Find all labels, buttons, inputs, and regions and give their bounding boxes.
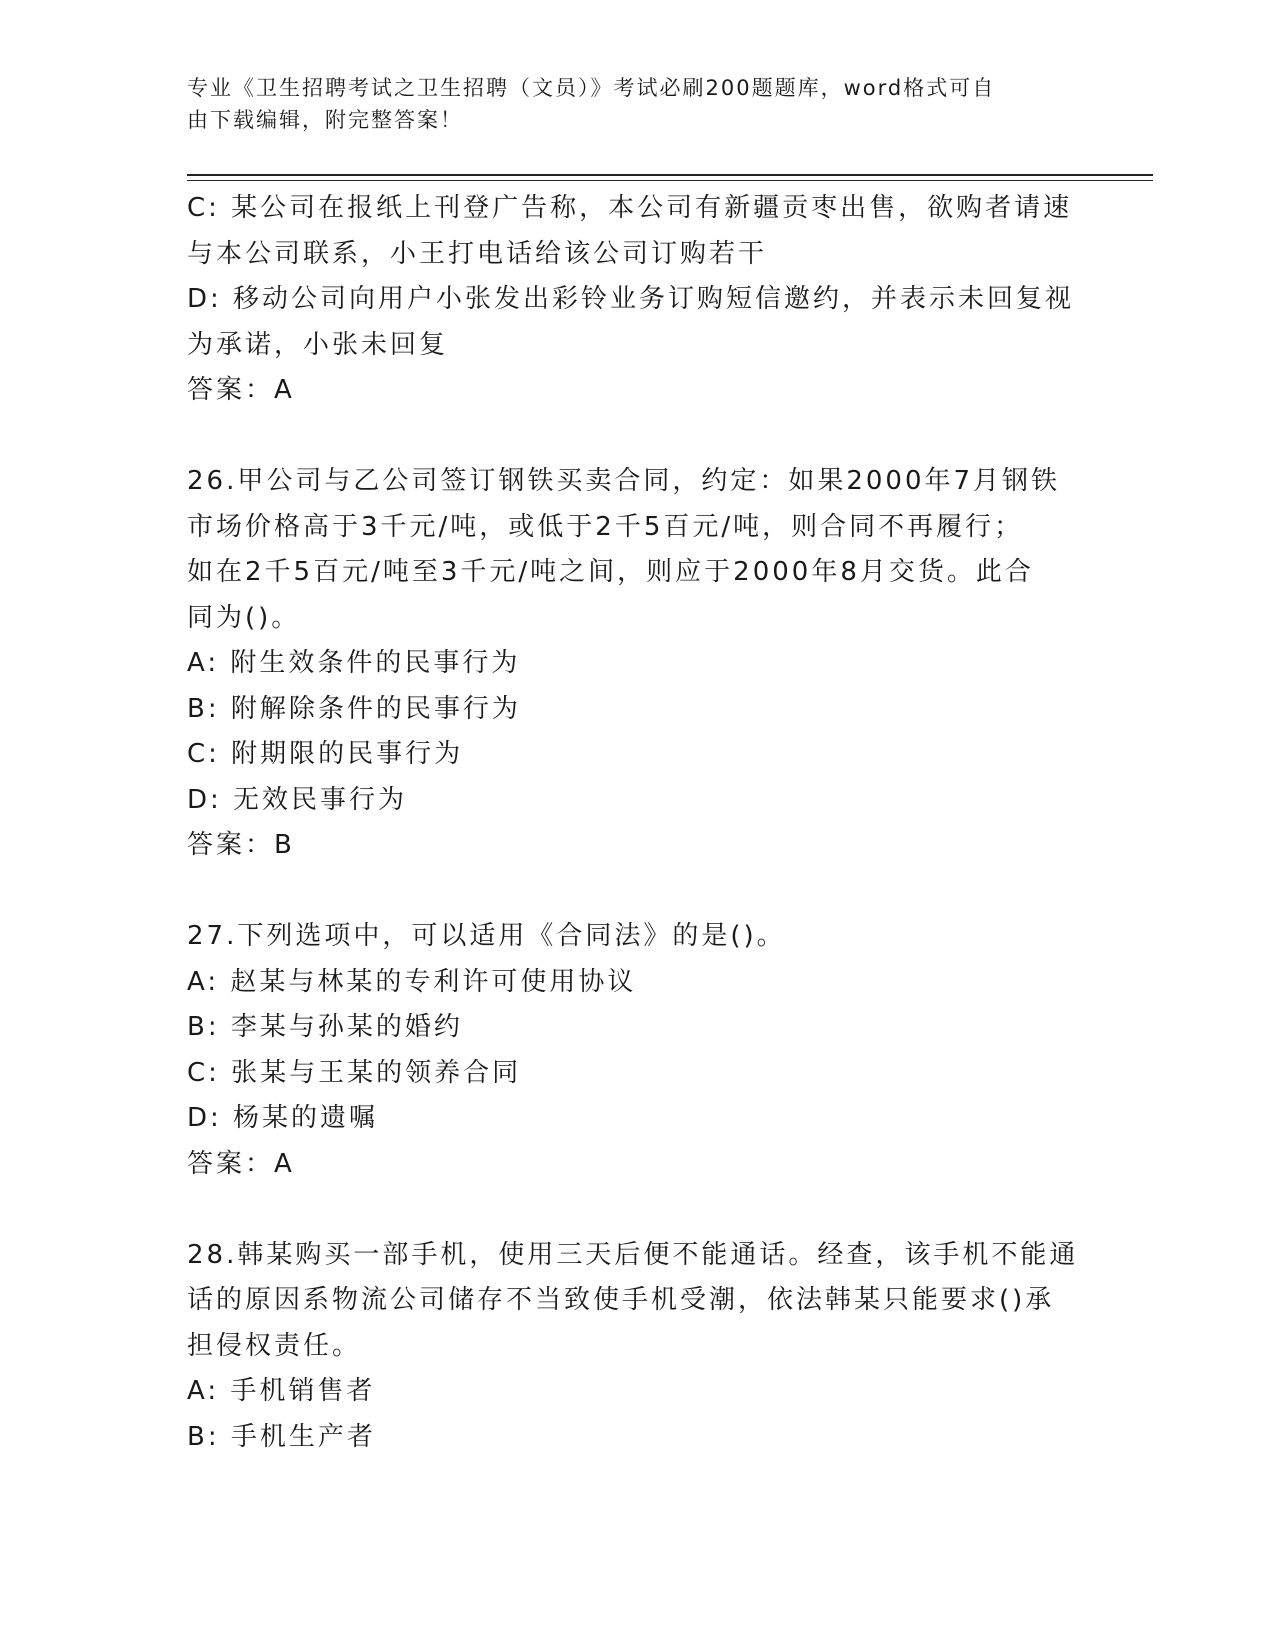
question-26-option-c: C: 附期限的民事行为 (187, 739, 464, 769)
question-26-line-4: 同为()。 (187, 602, 301, 633)
question-27-line-1: 27.下列选项中，可以适用《合同法》的是()。 (187, 921, 786, 951)
question-27-option-d: D: 杨某的遗嘱 (187, 1103, 379, 1133)
header-rule-thick (187, 174, 1153, 176)
question-26 (187, 459, 1087, 869)
spacer (187, 1187, 1087, 1233)
question-28 (187, 1233, 1087, 1461)
answer-27: 答案：A (187, 1148, 295, 1179)
question-26-option-d: D: 无效民事行为 (187, 784, 408, 815)
answer-25: 答案：A (187, 375, 295, 405)
question-27-option-b: B: 李某与孙某的婚约 (187, 1012, 463, 1042)
spacer (187, 869, 1087, 915)
option-d-line-1: D: 移动公司向用户小张发出彩铃业务订购短信邀约，并表示未回复视 (187, 284, 1075, 314)
answer-26: 答案：B (187, 830, 295, 860)
document-body (187, 186, 1087, 1460)
spacer (187, 414, 1087, 460)
header-rule-thin (187, 180, 1153, 181)
question-28-line-2: 话的原因系物流公司储存不当致使手机受潮，依法韩某只能要求()承 (187, 1285, 1055, 1315)
question-28-option-a: A: 手机销售者 (187, 1376, 376, 1406)
question-27-option-a: A: 赵某与林某的专利许可使用协议 (187, 966, 637, 997)
question-27-option-c: C: 张某与王某的领养合同 (187, 1057, 522, 1088)
question-28-option-b: B: 手机生产者 (187, 1421, 376, 1452)
option-c-line-1: C: 某公司在报纸上刊登广告称，本公司有新疆贡枣出售，欲购者请速 (187, 193, 1073, 223)
question-27 (187, 914, 1087, 1187)
document-header (187, 72, 1067, 136)
question-28-line-3: 担侵权责任。 (187, 1330, 362, 1361)
question-25-tail (187, 186, 1087, 414)
header-line-2: 由下载编辑，附完整答案！ (187, 108, 463, 132)
option-c-line-2: 与本公司联系，小王打电话给该公司订购若干 (187, 238, 768, 269)
question-26-option-a: A: 附生效条件的民事行为 (187, 648, 521, 678)
question-26-line-3: 如在2千5百元/吨至3千元/吨之间，则应于2000年8月交货。此合 (187, 557, 1034, 587)
question-28-line-1: 28.韩某购买一部手机，使用三天后便不能通话。经查，该手机不能通 (187, 1239, 1079, 1270)
question-26-option-b: B: 附解除条件的民事行为 (187, 693, 521, 724)
option-d-line-2: 为承诺，小张未回复 (187, 329, 449, 360)
question-26-line-2: 市场价格高于3千元/吨，或低于2千5百元/吨，则合同不再履行； (187, 511, 1024, 542)
question-26-line-1: 26.甲公司与乙公司签订钢铁买卖合同，约定：如果2000年7月钢铁 (187, 466, 1061, 496)
header-line-1: 专业《卫生招聘考试之卫生招聘（文员）》考试必刷200题题库，word格式可自 (187, 76, 996, 100)
